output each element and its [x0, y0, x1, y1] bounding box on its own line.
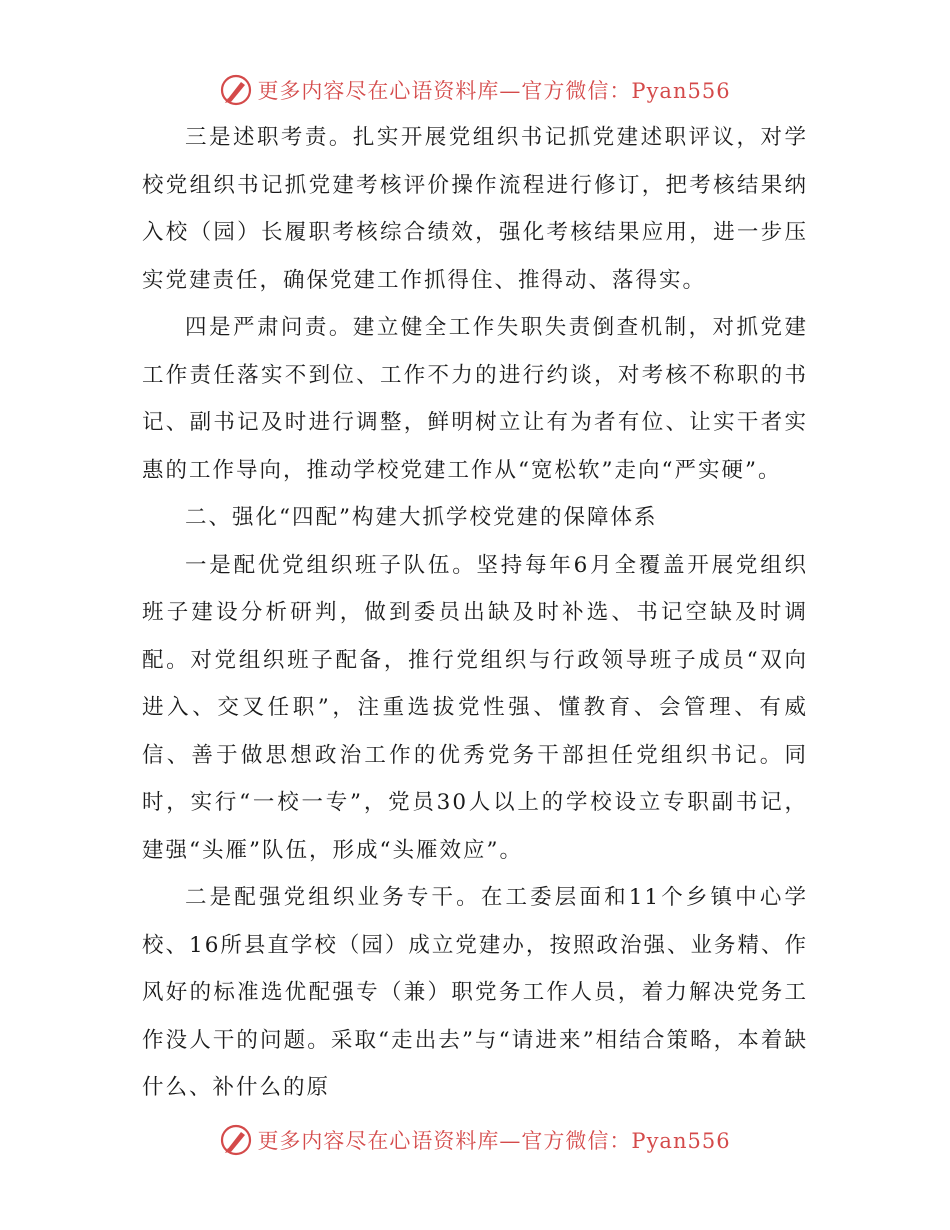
header-watermark: [0, 70, 950, 110]
paragraph: 二是配强党组织业务专干。在工委层面和11个乡镇中心学校、16所县直学校（园）成立党建办，按照政治强、业务精、作风好的标准选优配强专（兼）职党务工作人员，着力解决党务工作没人干的问题。采取“走出去”与“请进来”相结合策略，本着缺什么、补什么的原: [142, 885, 808, 1100]
paragraph: 四是严肃问责。建立健全工作失职失责倒查机制，对抓党建工作责任落实不到位、工作不力的进行约谈，对考核不称职的书记、副书记及时进行调整，鲜明树立让有为者有位、让实干者实惠的工作导向，推动学校党建工作从“宽松软”走向“严实硬”。: [142, 315, 808, 483]
paragraph: 一是配优党组织班子队伍。坚持每年6月全覆盖开展党组织班子建设分析研判，做到委员出缺及时补选、书记空缺及时调配。对党组织班子配备，推行党组织与行政领导班子成员“双向进入、交叉任职”，注重选拔党性强、懂教育、会管理、有威信、善于做思想政治工作的优秀党务干部担任党组织书记。同时，实行“一校一专”，党员30人以上的学校设立专职副书记，建强“头雁”队伍，形成“头雁效应”。: [142, 552, 808, 863]
pen-logo-icon: [219, 1123, 253, 1157]
footer-watermark: [0, 1120, 950, 1160]
watermark-text: 更多内容尽在心语资料库—官方微信：Pyan556: [257, 79, 731, 103]
pen-logo-icon: [219, 73, 253, 107]
paragraph: 三是述职考责。扎实开展党组织书记抓党建述职评议，对学校党组织书记抓党建考核评价操作流程进行修订，把考核结果纳入校（园）长履职考核综合绩效，强化考核结果应用，进一步压实党建责任，确保党建工作抓得住、推得动、落得实。: [142, 125, 808, 293]
document-body: [142, 114, 808, 1112]
section-heading: 二、强化“四配”构建大抓学校党建的保障体系: [185, 505, 658, 530]
watermark-text: 更多内容尽在心语资料库—官方微信：Pyan556: [257, 1129, 731, 1153]
